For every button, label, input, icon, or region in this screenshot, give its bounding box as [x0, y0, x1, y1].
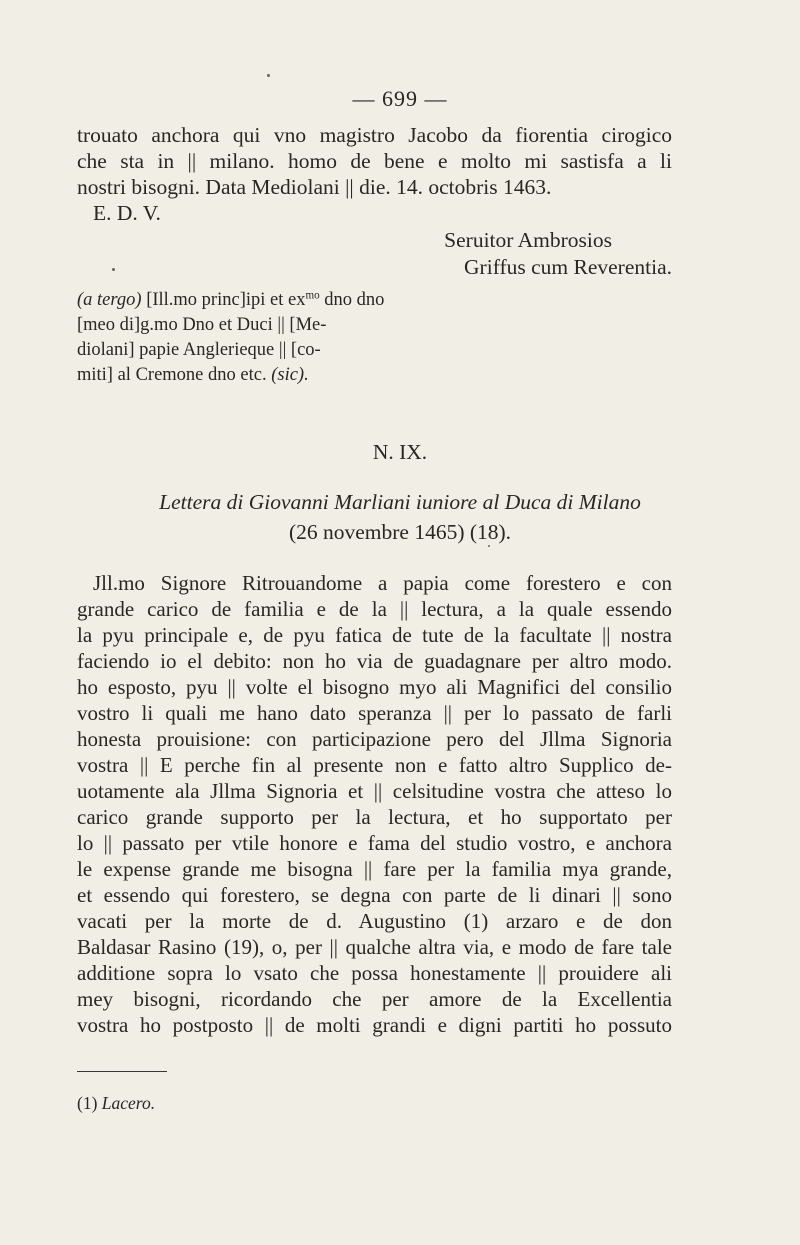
letter-number-heading: N. IX.: [372, 440, 428, 464]
text-line: vostro li quali me hano dato speranza || per lo passato de farli: [77, 701, 672, 725]
text-line: che sta in || milano. homo de bene e molto mi sastisfa a li: [77, 149, 672, 173]
address-line: [77, 288, 417, 313]
signature-line: Seruitor Ambrosios: [444, 228, 612, 252]
text-line: vacati per la morte de d. Augustino (1) arzaro e de don: [77, 909, 672, 933]
text-line: faciendo io el debito: non ho via de guadagnare per altro modo.: [77, 649, 672, 673]
scan-speck: [488, 545, 490, 547]
text-line: uotamente ala Jllma Signoria et || celsitudine vostra che atteso lo: [77, 779, 672, 803]
text-line: et essendo qui forestero, se degna con parte de li dinari || sono: [77, 883, 672, 907]
address-line: diolani] papie Anglerieque || [co-: [77, 340, 321, 360]
scan-speck: [267, 74, 270, 77]
text-line: Baldasar Rasino (19), o, per || qualche altra via, e modo de fare tale: [77, 935, 672, 959]
address-line: [77, 363, 417, 388]
address-line: [meo di]g.mo Dno et Duci || [Me-: [77, 315, 327, 335]
address-superscript: mo: [305, 289, 320, 302]
text-line: Jll.mo Signore Ritrouandome a papia come forestero e con: [93, 571, 672, 595]
text-line: ho esposto, pyu || volte el bisogno myo ali Magnifici del consilio: [77, 675, 672, 699]
address-text: dno dno: [319, 290, 385, 310]
text-line: grande carico de familia e de la || lectura, a la quale essendo: [77, 597, 672, 621]
page-number: — 699 —: [352, 86, 448, 111]
text-line: lo || passato per vtile honore e fama del studio vostro, e anchora: [77, 831, 672, 855]
footnote-text: Lacero.: [101, 1093, 156, 1113]
text-line: la pyu principale e, de pyu fatica de tute de la facultate || nostra: [77, 623, 672, 647]
closing-formula: E. D. V.: [93, 201, 161, 225]
text-line: trouato anchora qui vno magistro Jacobo da fiorentia cirogico: [77, 123, 672, 147]
text-line: vostra ho postposto || de molti grandi e digni partiti ho possuto: [77, 1013, 672, 1037]
address-text: [Ill.mo princ]ipi et ex: [146, 290, 306, 310]
text-line: additione sopra lo vsato che possa honestamente || prouidere ali: [77, 961, 672, 985]
scan-speck: [112, 268, 115, 271]
address-label: (a tergo): [77, 290, 142, 310]
sic-note: (sic).: [271, 365, 309, 385]
signature-line: Griffus cum Reverentia.: [464, 255, 672, 279]
text-line: carico grande supporto per la lectura, et ho supportato per: [77, 805, 672, 829]
text-line: mey bisogni, ricordando che per amore de la Excellentia: [77, 987, 672, 1011]
text-line: vostra || E perche fin al presente non e fatto altro Supplico de-: [77, 753, 672, 777]
text-line: le expense grande me bisogna || fare per la familia mya grande,: [77, 857, 672, 881]
footnote-divider: [77, 1071, 167, 1072]
address-text: miti] al Cremone dno etc.: [77, 365, 272, 385]
footnote-marker: (1): [77, 1093, 98, 1113]
text-line: honesta prouisione: con participazione pero del Jllma Signoria: [77, 727, 672, 751]
footnote: [77, 1093, 155, 1114]
letter-date: (26 novembre 1465) (18).: [288, 520, 512, 544]
text-line: nostri bisogni. Data Mediolani || die. 14. octobris 1463.: [77, 175, 552, 199]
letter-title: Lettera di Giovanni Marliani iuniore al Duca di Milano: [159, 490, 641, 514]
